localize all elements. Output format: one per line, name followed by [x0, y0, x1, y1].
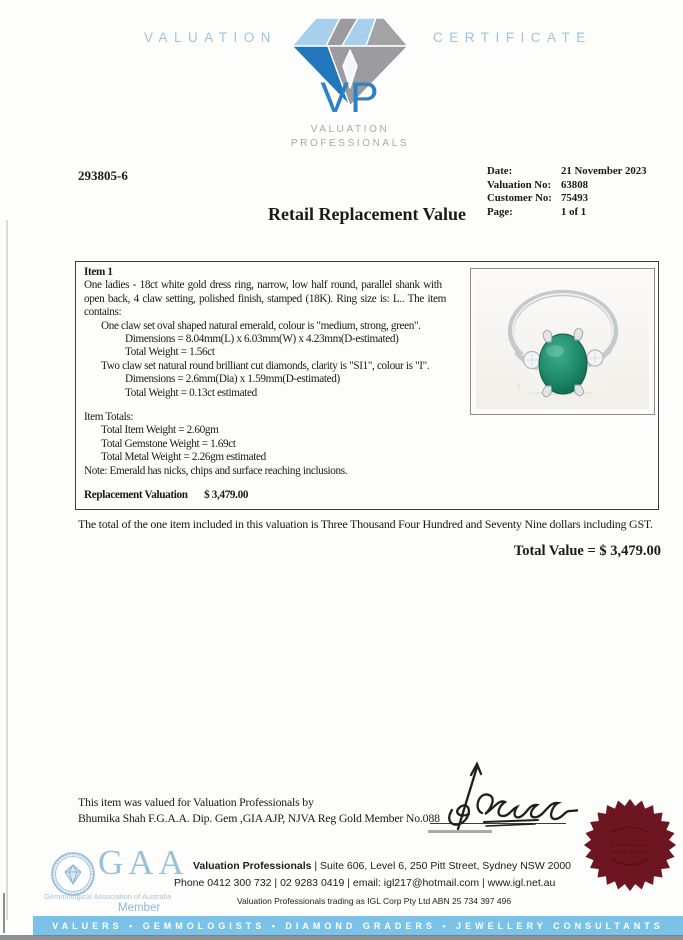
- footer-address: | Suite 606, Level 6, 250 Pitt Street, Sydney NSW 2000: [314, 860, 571, 872]
- meta-value-valuation-no: 63808: [561, 178, 588, 191]
- meta-label-valuation-no: Valuation No:: [487, 178, 552, 191]
- item-detail: Total Weight = 1.56ct: [125, 346, 215, 359]
- total-sentence: The total of the one item included in this valuation is Three Thousand Four Hundred and Seventy Nine dollars including GST.: [78, 517, 653, 531]
- item-total: Total Gemstone Weight = 1.69ct: [101, 437, 236, 450]
- masthead-certificate-text: CERTIFICATE: [433, 30, 592, 45]
- item-note: Note: Emerald has nicks, chips and surface reaching inclusions.: [84, 464, 348, 477]
- meta-value-page: 1 of 1: [561, 205, 587, 218]
- footer-trading-line: Valuation Professionals trading as IGL Corp Pty Ltd ABN 25 734 397 496: [237, 896, 512, 906]
- valued-by-line1: This item was valued for Valuation Professionals by: [78, 795, 314, 809]
- total-value: Total Value = $ 3,479.00: [513, 543, 661, 559]
- scan-shadow: [0, 935, 683, 940]
- ring-photo: [476, 274, 649, 409]
- signature-gray-line: [428, 830, 492, 833]
- meta-value-customer-no: 75493: [561, 192, 588, 204]
- reference-number: 293805-6: [78, 168, 128, 183]
- gaa-association-name: Gemmological Association of Australia: [44, 892, 172, 901]
- logo-subtitle-line1: VALUATION: [310, 124, 390, 135]
- item-detail: Two claw set natural round brilliant cut diamonds, clarity is "SI1", colour is "I".: [101, 359, 430, 372]
- valued-by-line2: Bhumika Shah F.G.A.A. Dip. Gem ,GIA AJP, NJVA Reg Gold Member No.088: [78, 811, 440, 825]
- item-detail: Total Weight = 0.13ct estimated: [125, 386, 257, 399]
- logo-subtitle-line2: PROFESSIONALS: [290, 138, 410, 149]
- bottom-bar: VALUERS • GEMMOLOGISTS • DIAMOND GRADERS • JEWELLERY CONSULTANTS: [33, 916, 683, 936]
- vp-monogram: VP: [320, 74, 380, 122]
- item-detail: Dimensions = 8.04mm(L) x 6.03mm(W) x 4.23mm(D-estimated): [125, 333, 399, 346]
- item-totals-heading: Item Totals:: [84, 411, 134, 424]
- item-description-line: One ladies - 18ct white gold dress ring, narrow, low half round, parallel shank with: [84, 279, 442, 292]
- scan-edge: [6, 220, 8, 920]
- emerald-ring-image: [476, 274, 649, 409]
- item-detail: One claw set oval shaped natural emerald, colour is "medium, strong, green".: [101, 319, 421, 332]
- page-title: Retail Replacement Value: [268, 204, 466, 224]
- footer-address-line: [193, 860, 571, 872]
- seal-icon: [582, 797, 678, 893]
- item-description-line: contains:: [84, 306, 122, 319]
- item-heading: Item 1: [84, 266, 113, 278]
- item-total: Total Item Weight = 2.60gm: [101, 424, 219, 437]
- item-description-line: open back, 4 claw setting, polished finish, stamped (18K). Ring size is: L.. The item: [84, 292, 447, 305]
- footer-company: Valuation Professionals: [193, 860, 312, 872]
- footer-phone-line: Phone 0412 300 732 | 02 9283 0419 | email: igl217@hotmail.com | www.igl.net.au: [174, 877, 556, 889]
- meta-value-date: 21 November 2023: [561, 165, 647, 177]
- meta-label-page: Page:: [487, 205, 513, 218]
- item-detail: Dimensions = 2.6mm(Dia) x 1.59mm(D-estimated): [125, 373, 340, 386]
- gaa-member-label: Member: [118, 902, 161, 914]
- gaa-emblem-icon: [50, 851, 96, 897]
- replacement-valuation-amount: $ 3,479.00: [204, 489, 249, 502]
- signature-icon: [420, 758, 578, 830]
- photo-frame: [470, 268, 655, 415]
- scan-mark: [3, 893, 5, 933]
- meta-label-date: Date:: [487, 165, 513, 177]
- meta-label-customer-no: Customer No:: [487, 192, 552, 204]
- gaa-acronym: GAA: [98, 843, 189, 882]
- item-total: Total Metal Weight = 2.26gm estimated: [101, 451, 266, 464]
- masthead-valuation-text: VALUATION: [144, 30, 278, 45]
- replacement-valuation-label: Replacement Valuation: [84, 489, 188, 502]
